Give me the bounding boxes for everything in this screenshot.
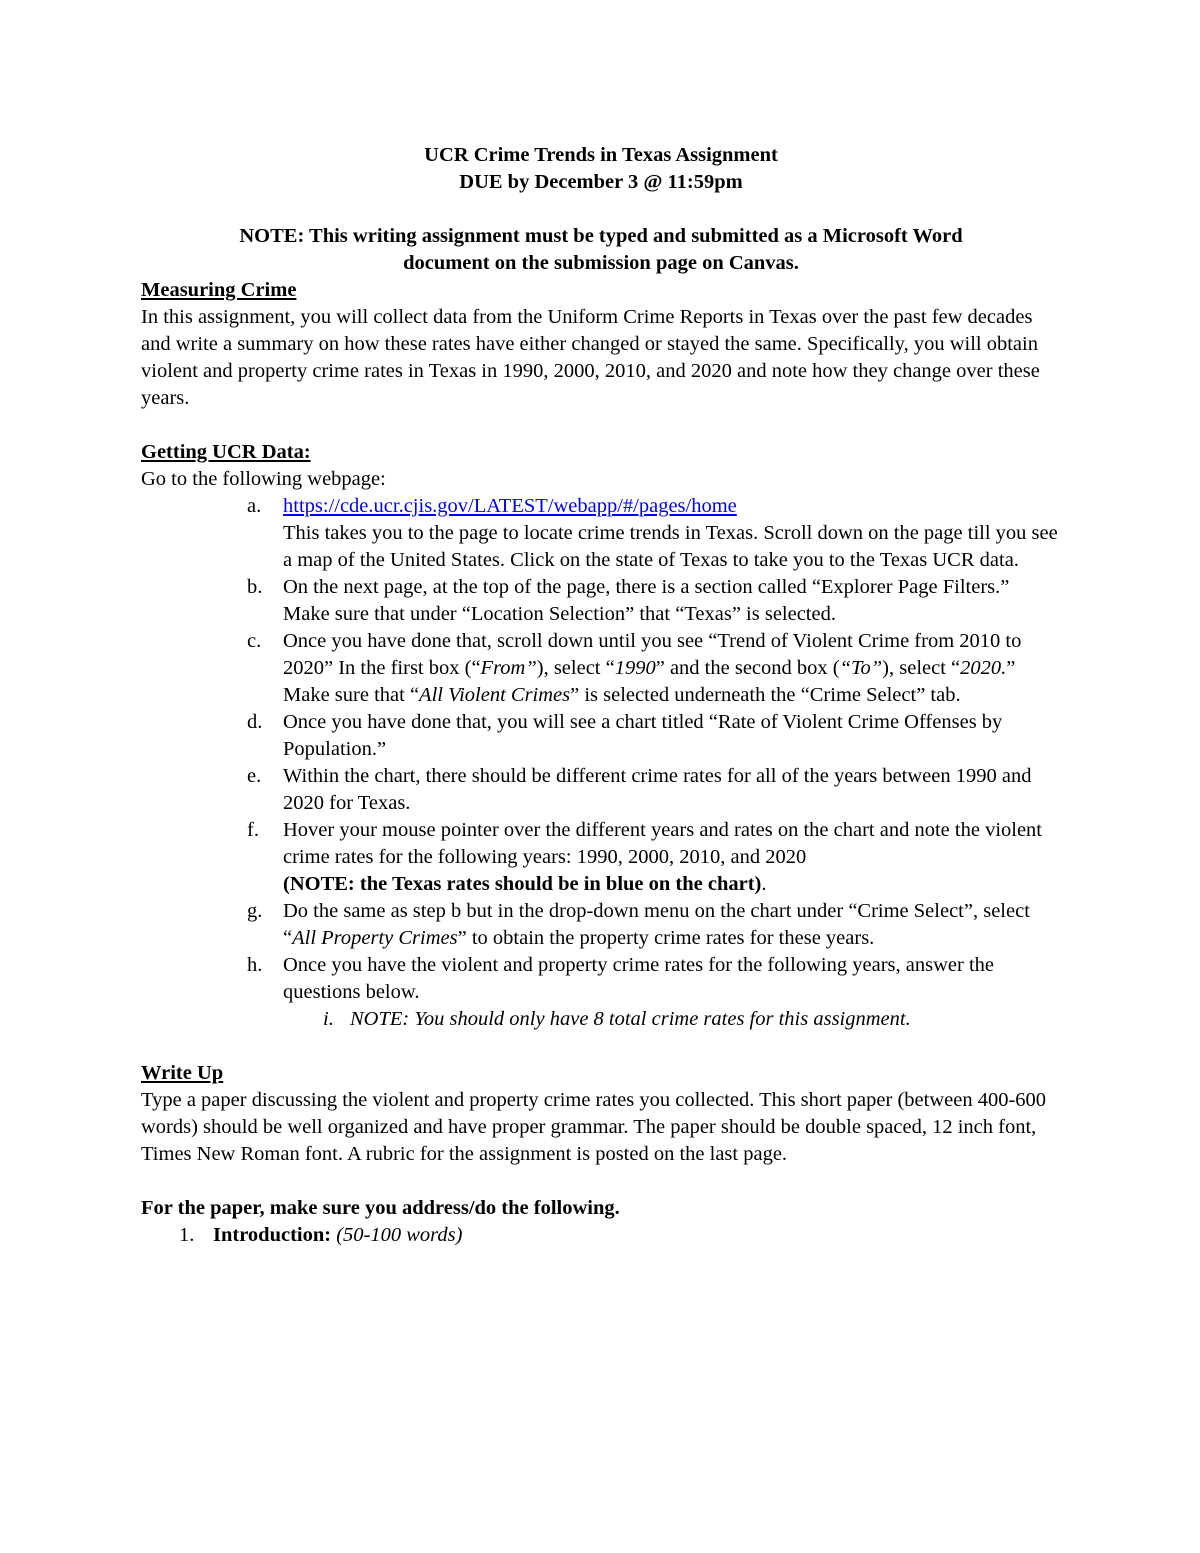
step-text: ” Make sure that “ [283, 657, 1016, 706]
submission-note-line1: NOTE: This writing assignment must be typed and submitted as a Microsoft Word [239, 225, 963, 247]
list-marker: g. [247, 900, 263, 922]
list-marker: f. [247, 819, 259, 841]
getting-data-heading: Getting UCR Data: [141, 441, 311, 463]
step-italic: All Property Crimes [292, 927, 458, 949]
step-text: Once you have the violent and property crime rates for the following years, answer the questions below. [283, 954, 994, 1003]
list-marker: b. [247, 576, 263, 598]
step-italic: 1990 [614, 657, 656, 679]
rates-count-note-text: NOTE: You should only have 8 total crime rates for this assignment. [350, 1008, 911, 1030]
list-marker: a. [247, 495, 262, 517]
measuring-crime-heading: Measuring Crime [141, 279, 297, 301]
step-text: ” to obtain the property crime rates for these years. [457, 927, 875, 949]
step-italic: “To” [839, 657, 883, 679]
list-item [141, 763, 1061, 817]
due-date: DUE by December 3 @ 11:59pm [459, 171, 743, 193]
step-italic: From” [480, 657, 537, 679]
list-marker: i. [323, 1008, 334, 1030]
write-up-body: Type a paper discussing the violent and property crime rates you collected. This short paper (between 400-600 words) should be well organized and have proper grammar. The paper should be double spaced, 12 inch font, Times New Roman font. A rubric for the assignment is posted on the last page. [141, 1089, 1047, 1165]
step-text: ), select “ [536, 657, 615, 679]
list-item [141, 574, 1061, 628]
step-text: . [761, 873, 767, 895]
paper-requirements-heading: For the paper, make sure you address/do the following. [141, 1197, 620, 1219]
list-marker: d. [247, 711, 263, 733]
step-italic: 2020. [960, 657, 1007, 679]
step-text: Hover your mouse pointer over the different years and rates on the chart and note the violent crime rates for the following years: 1990, 2000, 2010, and 2020 [283, 819, 1043, 868]
step-text: Within the chart, there should be different crime rates for all of the years between 1990 and 2020 for Texas. [283, 765, 1032, 814]
step-text: Do the same as step b but in the drop-down menu on the chart under “Crime Select”, select “ [283, 900, 1030, 949]
step-bold-note: (NOTE: the Texas rates should be in blue on the chart) [283, 873, 762, 895]
list-item [141, 709, 1061, 763]
ucr-link[interactable]: https://cde.ucr.cjis.gov/LATEST/webapp/#/pages/home [283, 495, 737, 517]
list-item [141, 628, 1061, 709]
measuring-crime-body: In this assignment, you will collect data from the Uniform Crime Reports in Texas over the past few decades and write a summary on how these rates have either changed or stayed the same. Specifically, you will obtain violent and property crime rates in Texas in 1990, 2000, 2010, and 2020 and note how they change over these years. [141, 306, 1040, 409]
getting-data-intro: Go to the following webpage: [141, 468, 386, 490]
step-text: This takes you to the page to locate crime trends in Texas. Scroll down on the page till you see a map of the United States. Click on the state of Texas to take you to the Texas UCR data. [283, 522, 1058, 571]
list-marker: 1. [179, 1224, 195, 1246]
list-marker: e. [247, 765, 262, 787]
list-item [141, 817, 1061, 898]
write-up-heading: Write Up [141, 1062, 224, 1084]
list-marker: c. [247, 630, 262, 652]
submission-note [141, 223, 1061, 277]
instruction-list [141, 493, 1061, 1006]
title-block [141, 142, 1061, 196]
list-item [141, 493, 1061, 574]
list-marker: h. [247, 954, 263, 976]
document-page [141, 142, 1061, 1249]
step-text: Once you have done that, scroll down until you see “Trend of Violent Crime from 2010 to 2020” In the first box (“ [283, 630, 1022, 679]
step-text: ” and the second box ( [655, 657, 840, 679]
item-word-count: (50-100 words) [336, 1224, 463, 1246]
list-item [141, 898, 1061, 952]
assignment-title: UCR Crime Trends in Texas Assignment [424, 144, 778, 166]
list-item [141, 1222, 1061, 1249]
step-italic: All Violent Crimes [419, 684, 571, 706]
submission-note-line2: document on the submission page on Canvas. [403, 252, 799, 274]
step-text: ), select “ [882, 657, 961, 679]
step-text: ” is selected underneath the “Crime Select” tab. [570, 684, 961, 706]
item-label: Introduction: [213, 1224, 332, 1246]
list-item [141, 952, 1061, 1006]
rates-count-note [141, 1006, 1061, 1033]
step-text: On the next page, at the top of the page, there is a section called “Explorer Page Filters.” Make sure that under “Location Selection” that “Texas” is selected. [283, 576, 1010, 625]
step-text: Once you have done that, you will see a chart titled “Rate of Violent Crime Offenses by Population.” [283, 711, 1003, 760]
